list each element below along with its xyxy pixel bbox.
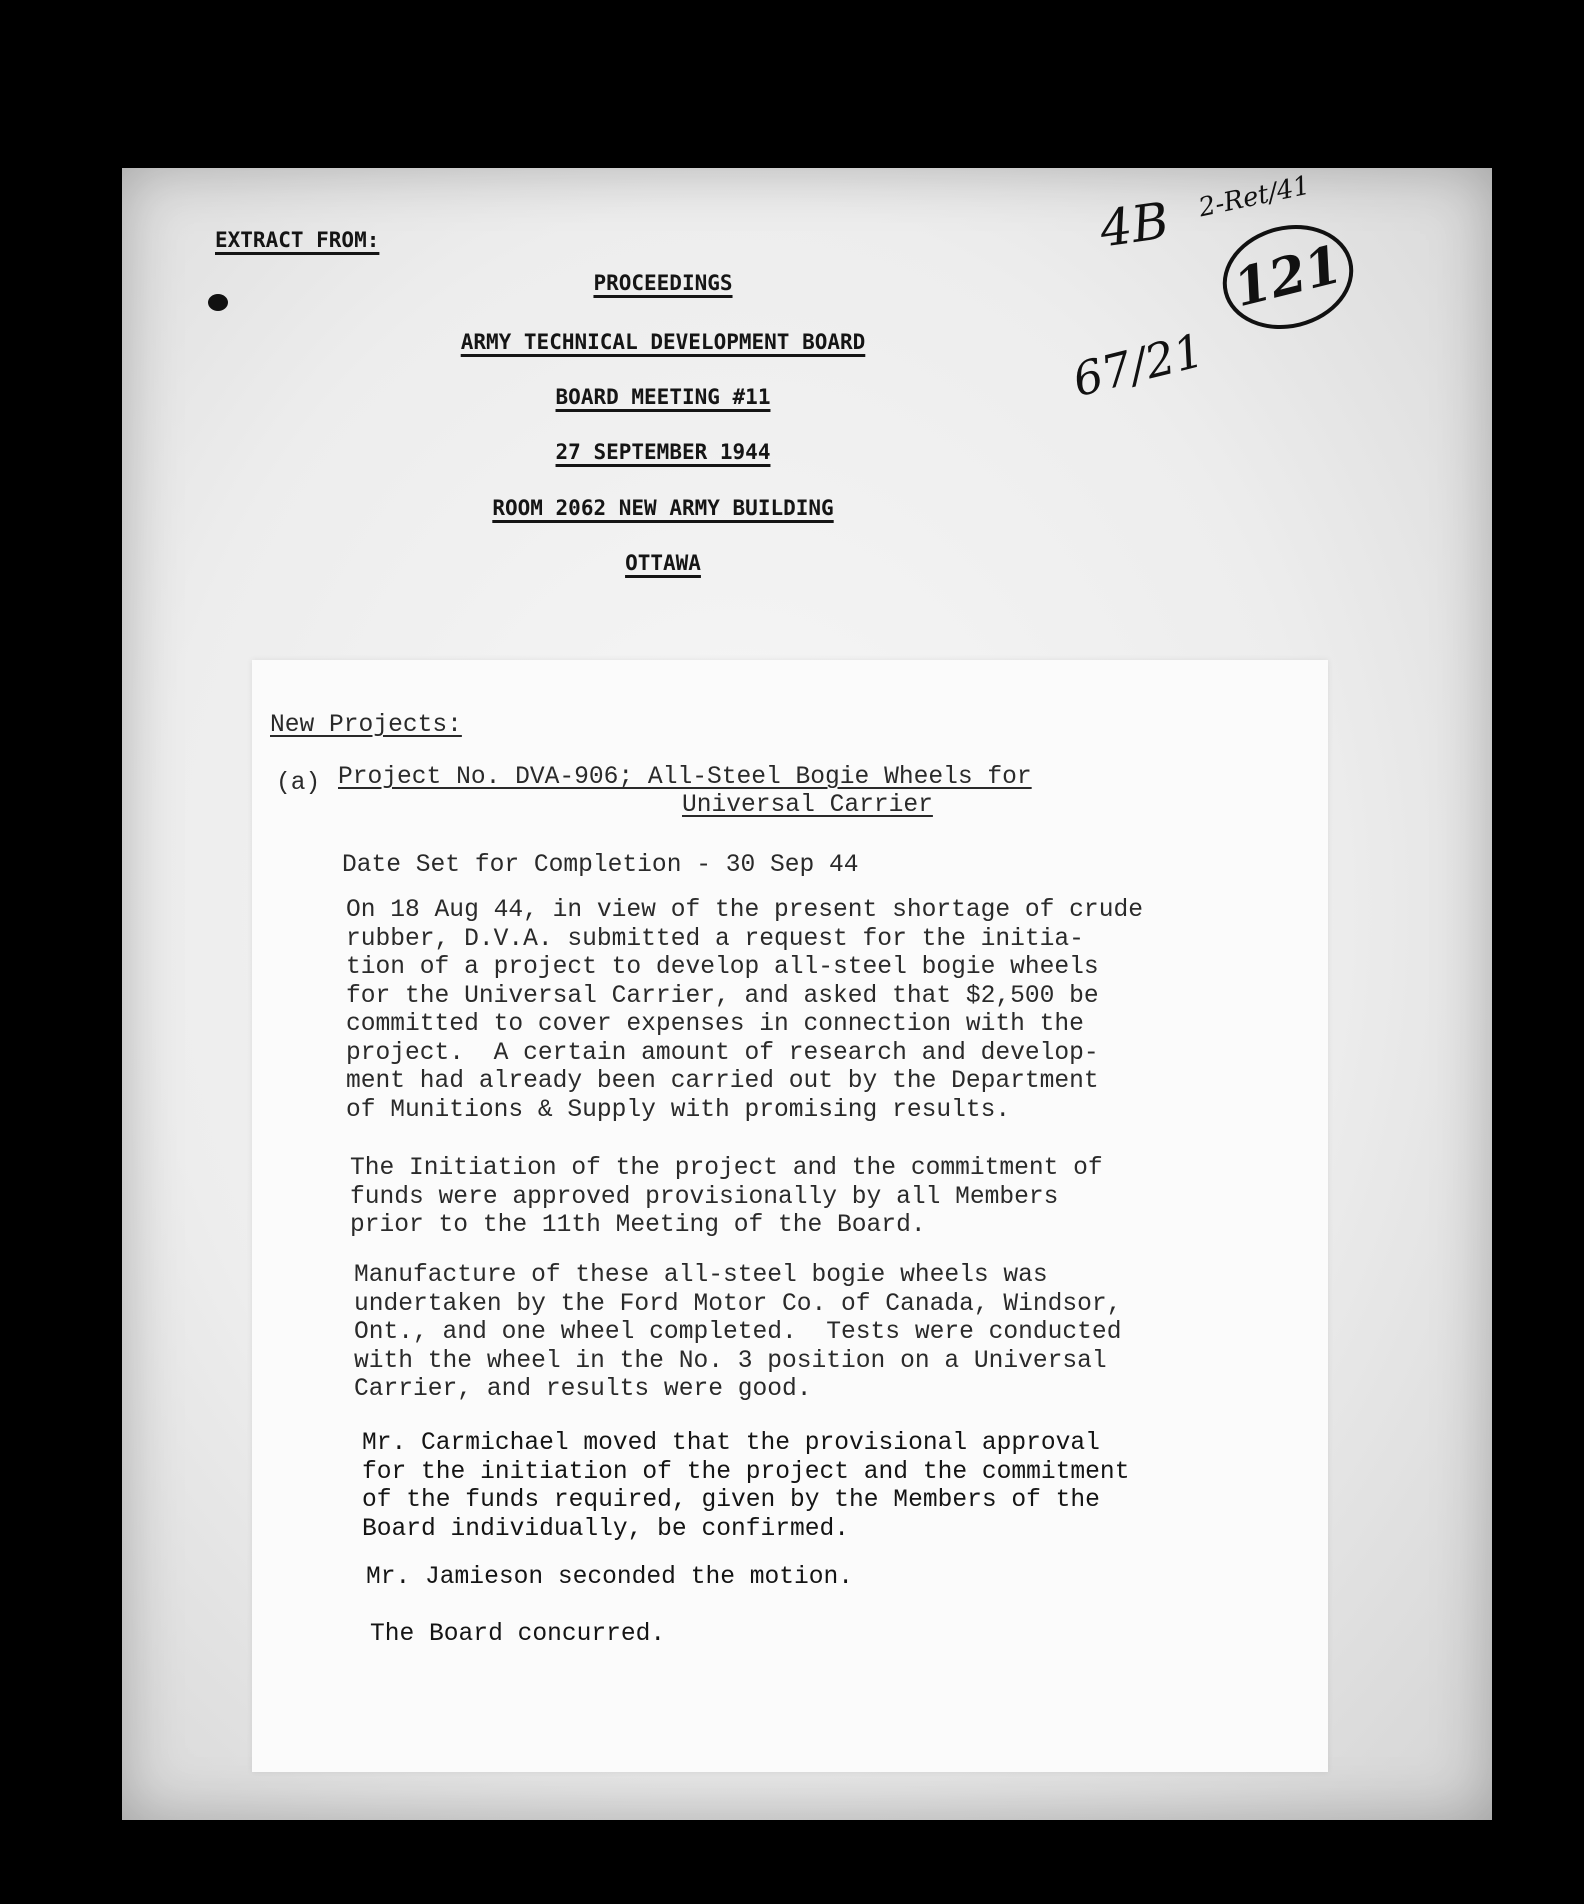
title-date: 27 SEPTEMBER 1944 (555, 440, 771, 464)
paragraph-4-line: Board individually, be confirmed. (362, 1515, 850, 1543)
title-board-name: ARMY TECHNICAL DEVELOPMENT BOARD (460, 330, 866, 354)
paragraph-4-line: of the funds required, given by the Members of the (362, 1487, 1100, 1514)
completion-date: Date Set for Completion - 30 Sep 44 (342, 852, 859, 879)
paragraph-1-line: for the Universal Carrier, and asked that $2,500 be (346, 982, 1099, 1010)
ink-blot (208, 294, 228, 311)
paragraph-1-line: On 18 Aug 44, in view of the present shortage of crude (346, 897, 1143, 924)
handwritten-annotation-top: 4B (1096, 191, 1173, 259)
paragraph-1-line: of Munitions & Supply with promising results. (346, 1096, 1011, 1124)
paragraph-3-line: Manufacture of these all-steel bogie wheels was (354, 1262, 1048, 1289)
paragraph-3-line: Ont., and one wheel completed. Tests were conducted (354, 1319, 1122, 1346)
extract-label: EXTRACT FROM: (215, 228, 380, 252)
page-number-text: 121 (1227, 233, 1348, 320)
paragraph-4-line: for the initiation of the project and the commitment (362, 1458, 1130, 1486)
paragraph-4 (362, 1430, 1129, 1544)
item-marker: (a) (276, 770, 321, 797)
handwritten-annotation-left: 67/21 (1067, 322, 1210, 408)
section-heading: New Projects: (270, 712, 462, 739)
title-city: OTTAWA (625, 551, 701, 575)
title-location: ROOM 2062 NEW ARMY BUILDING (492, 496, 834, 520)
paragraph-6: The Board concurred. (370, 1621, 666, 1648)
paragraph-3-line: Carrier, and results were good. (354, 1376, 812, 1403)
paragraph-1 (346, 897, 1143, 1125)
paragraph-2-line: prior to the 11th Meeting of the Board. (350, 1212, 926, 1239)
paragraph-1-line: ment had already been carried out by the Department (346, 1068, 1099, 1095)
title-meeting-number: BOARD MEETING #11 (555, 385, 771, 409)
paragraph-1-line: project. A certain amount of research and develop- (346, 1039, 1099, 1067)
project-title-line-2: Universal Carrier (682, 792, 933, 819)
paragraph-3-line: undertaken by the Ford Motor Co. of Canada, Windsor, (354, 1290, 1122, 1318)
paragraph-1-line: committed to cover expenses in connection with the (346, 1011, 1084, 1038)
project-title-line-1: Project No. DVA-906; All-Steel Bogie Wheels for (338, 764, 1032, 791)
paragraph-4-line: Mr. Carmichael moved that the provisional approval (362, 1430, 1100, 1457)
paragraph-1-line: tion of a project to develop all-steel bogie wheels (346, 954, 1099, 981)
paragraph-5: Mr. Jamieson seconded the motion. (366, 1564, 854, 1591)
paragraph-2-line: The Initiation of the project and the commitment of (350, 1155, 1103, 1182)
paragraph-2-line: funds were approved provisionally by all Members (350, 1183, 1059, 1211)
handwritten-annotation-small: 2-Ret/41 (1196, 170, 1313, 224)
title-proceedings: PROCEEDINGS (593, 271, 733, 295)
paragraph-3 (354, 1262, 1121, 1405)
paragraph-1-line: rubber, D.V.A. submitted a request for the initia- (346, 925, 1084, 953)
paragraph-2 (350, 1155, 1103, 1241)
paragraph-3-line: with the wheel in the No. 3 position on a Universal (354, 1347, 1107, 1375)
